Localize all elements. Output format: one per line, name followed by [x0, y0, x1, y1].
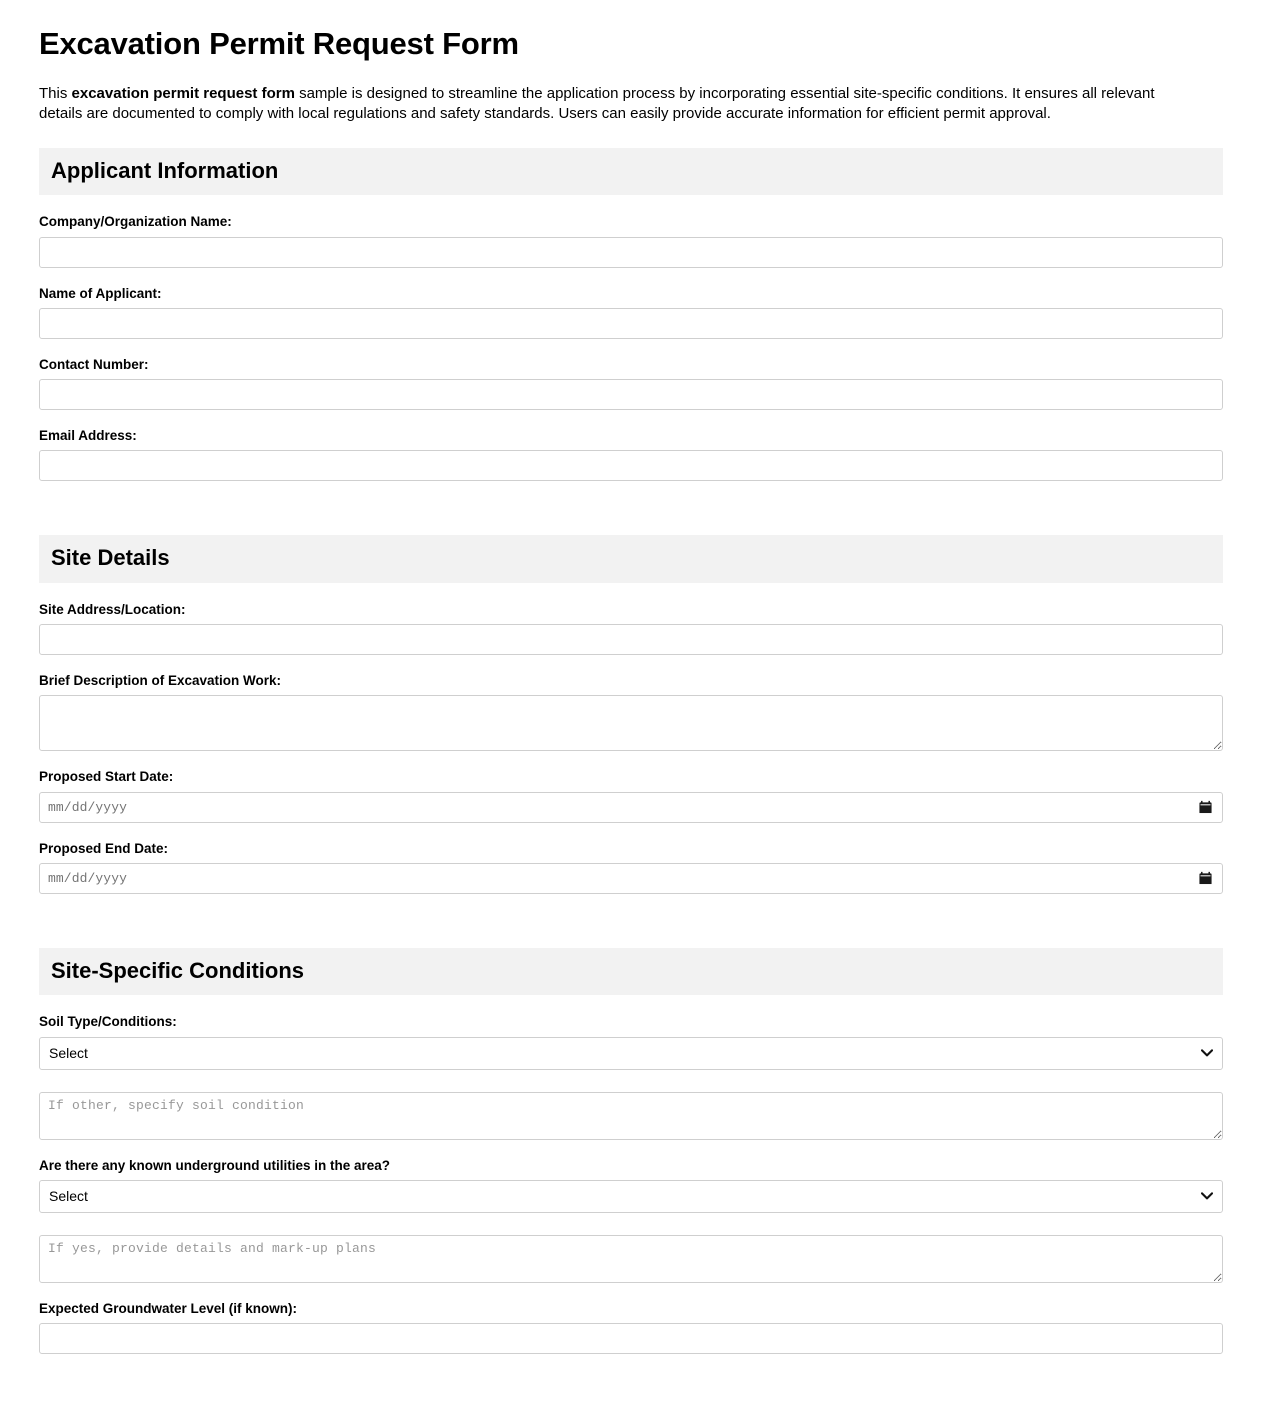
section-title-site-details: Site Details	[51, 545, 170, 571]
site-address-input[interactable]	[39, 624, 1223, 655]
spacer	[39, 759, 1223, 768]
field-underground-utilities	[39, 1157, 1223, 1213]
section-title-applicant-information: Applicant Information	[51, 157, 279, 183]
section-title-site-specific-conditions: Site-Specific Conditions	[51, 957, 305, 983]
spacer	[39, 831, 1223, 840]
intro-prefix: This	[39, 84, 72, 102]
start-date-wrapper	[39, 792, 1223, 823]
intro-bold-phrase: excavation permit request form	[71, 84, 295, 102]
spacer	[39, 902, 1223, 948]
email-address-input[interactable]	[39, 450, 1223, 481]
spacer	[39, 347, 1223, 356]
label-email-address: Email Address:	[39, 428, 137, 444]
soil-type-select[interactable]	[39, 1037, 1223, 1070]
label-proposed-start-date: Proposed Start Date:	[39, 769, 174, 785]
contact-number-input[interactable]	[39, 379, 1223, 410]
label-contact-number: Contact Number:	[39, 356, 149, 372]
end-date-wrapper	[39, 863, 1223, 894]
field-utilities-details	[39, 1235, 1223, 1283]
spacer	[39, 489, 1223, 535]
label-company-name: Company/Organization Name:	[39, 214, 232, 230]
spacer	[39, 1291, 1223, 1300]
label-soil-type: Soil Type/Conditions:	[39, 1014, 177, 1030]
utilities-select-wrapper	[39, 1180, 1223, 1213]
groundwater-level-input[interactable]	[39, 1323, 1223, 1354]
form-intro-paragraph	[39, 84, 1189, 124]
label-site-address: Site Address/Location:	[39, 601, 186, 617]
field-proposed-start-date	[39, 768, 1223, 822]
field-excavation-description	[39, 672, 1223, 751]
label-excavation-description: Brief Description of Excavation Work:	[39, 673, 282, 689]
excavation-description-textarea[interactable]	[39, 695, 1223, 751]
section-header-site-specific-conditions	[39, 948, 1223, 996]
label-proposed-end-date: Proposed End Date:	[39, 840, 169, 856]
label-underground-utilities: Are there any known underground utilities in the area?	[39, 1157, 391, 1173]
field-proposed-end-date	[39, 840, 1223, 894]
spacer	[39, 1148, 1223, 1157]
field-applicant-name	[39, 285, 1223, 339]
field-groundwater-level	[39, 1300, 1223, 1354]
applicant-name-input[interactable]	[39, 308, 1223, 339]
proposed-end-date-input[interactable]	[39, 863, 1223, 894]
intro-suffix: sample is designed to streamline the application process by incorporating essential site-specific conditions. It ensures all relevant details are documented to comply with local regulations and safety standards. Users can easily provide accurate information for efficient permit approval.	[39, 84, 1155, 122]
company-name-input[interactable]	[39, 237, 1223, 268]
field-soil-type	[39, 1013, 1223, 1069]
utilities-details-textarea[interactable]	[39, 1235, 1223, 1283]
spacer	[39, 1221, 1223, 1235]
spacer	[39, 663, 1223, 672]
section-header-applicant-information	[39, 148, 1223, 196]
field-email-address	[39, 427, 1223, 481]
spacer	[39, 1078, 1223, 1092]
spacer	[39, 276, 1223, 285]
label-groundwater-level: Expected Groundwater Level (if known):	[39, 1300, 298, 1316]
proposed-start-date-input[interactable]	[39, 792, 1223, 823]
label-applicant-name: Name of Applicant:	[39, 285, 162, 301]
field-soil-other-details	[39, 1092, 1223, 1140]
page-title: Excavation Permit Request Form	[39, 26, 519, 61]
field-site-address	[39, 601, 1223, 655]
section-header-site-details	[39, 535, 1223, 583]
soil-type-select-wrapper	[39, 1037, 1223, 1070]
field-contact-number	[39, 356, 1223, 410]
field-company-name	[39, 213, 1223, 267]
soil-other-textarea[interactable]	[39, 1092, 1223, 1140]
spacer	[39, 418, 1223, 427]
underground-utilities-select[interactable]	[39, 1180, 1223, 1213]
